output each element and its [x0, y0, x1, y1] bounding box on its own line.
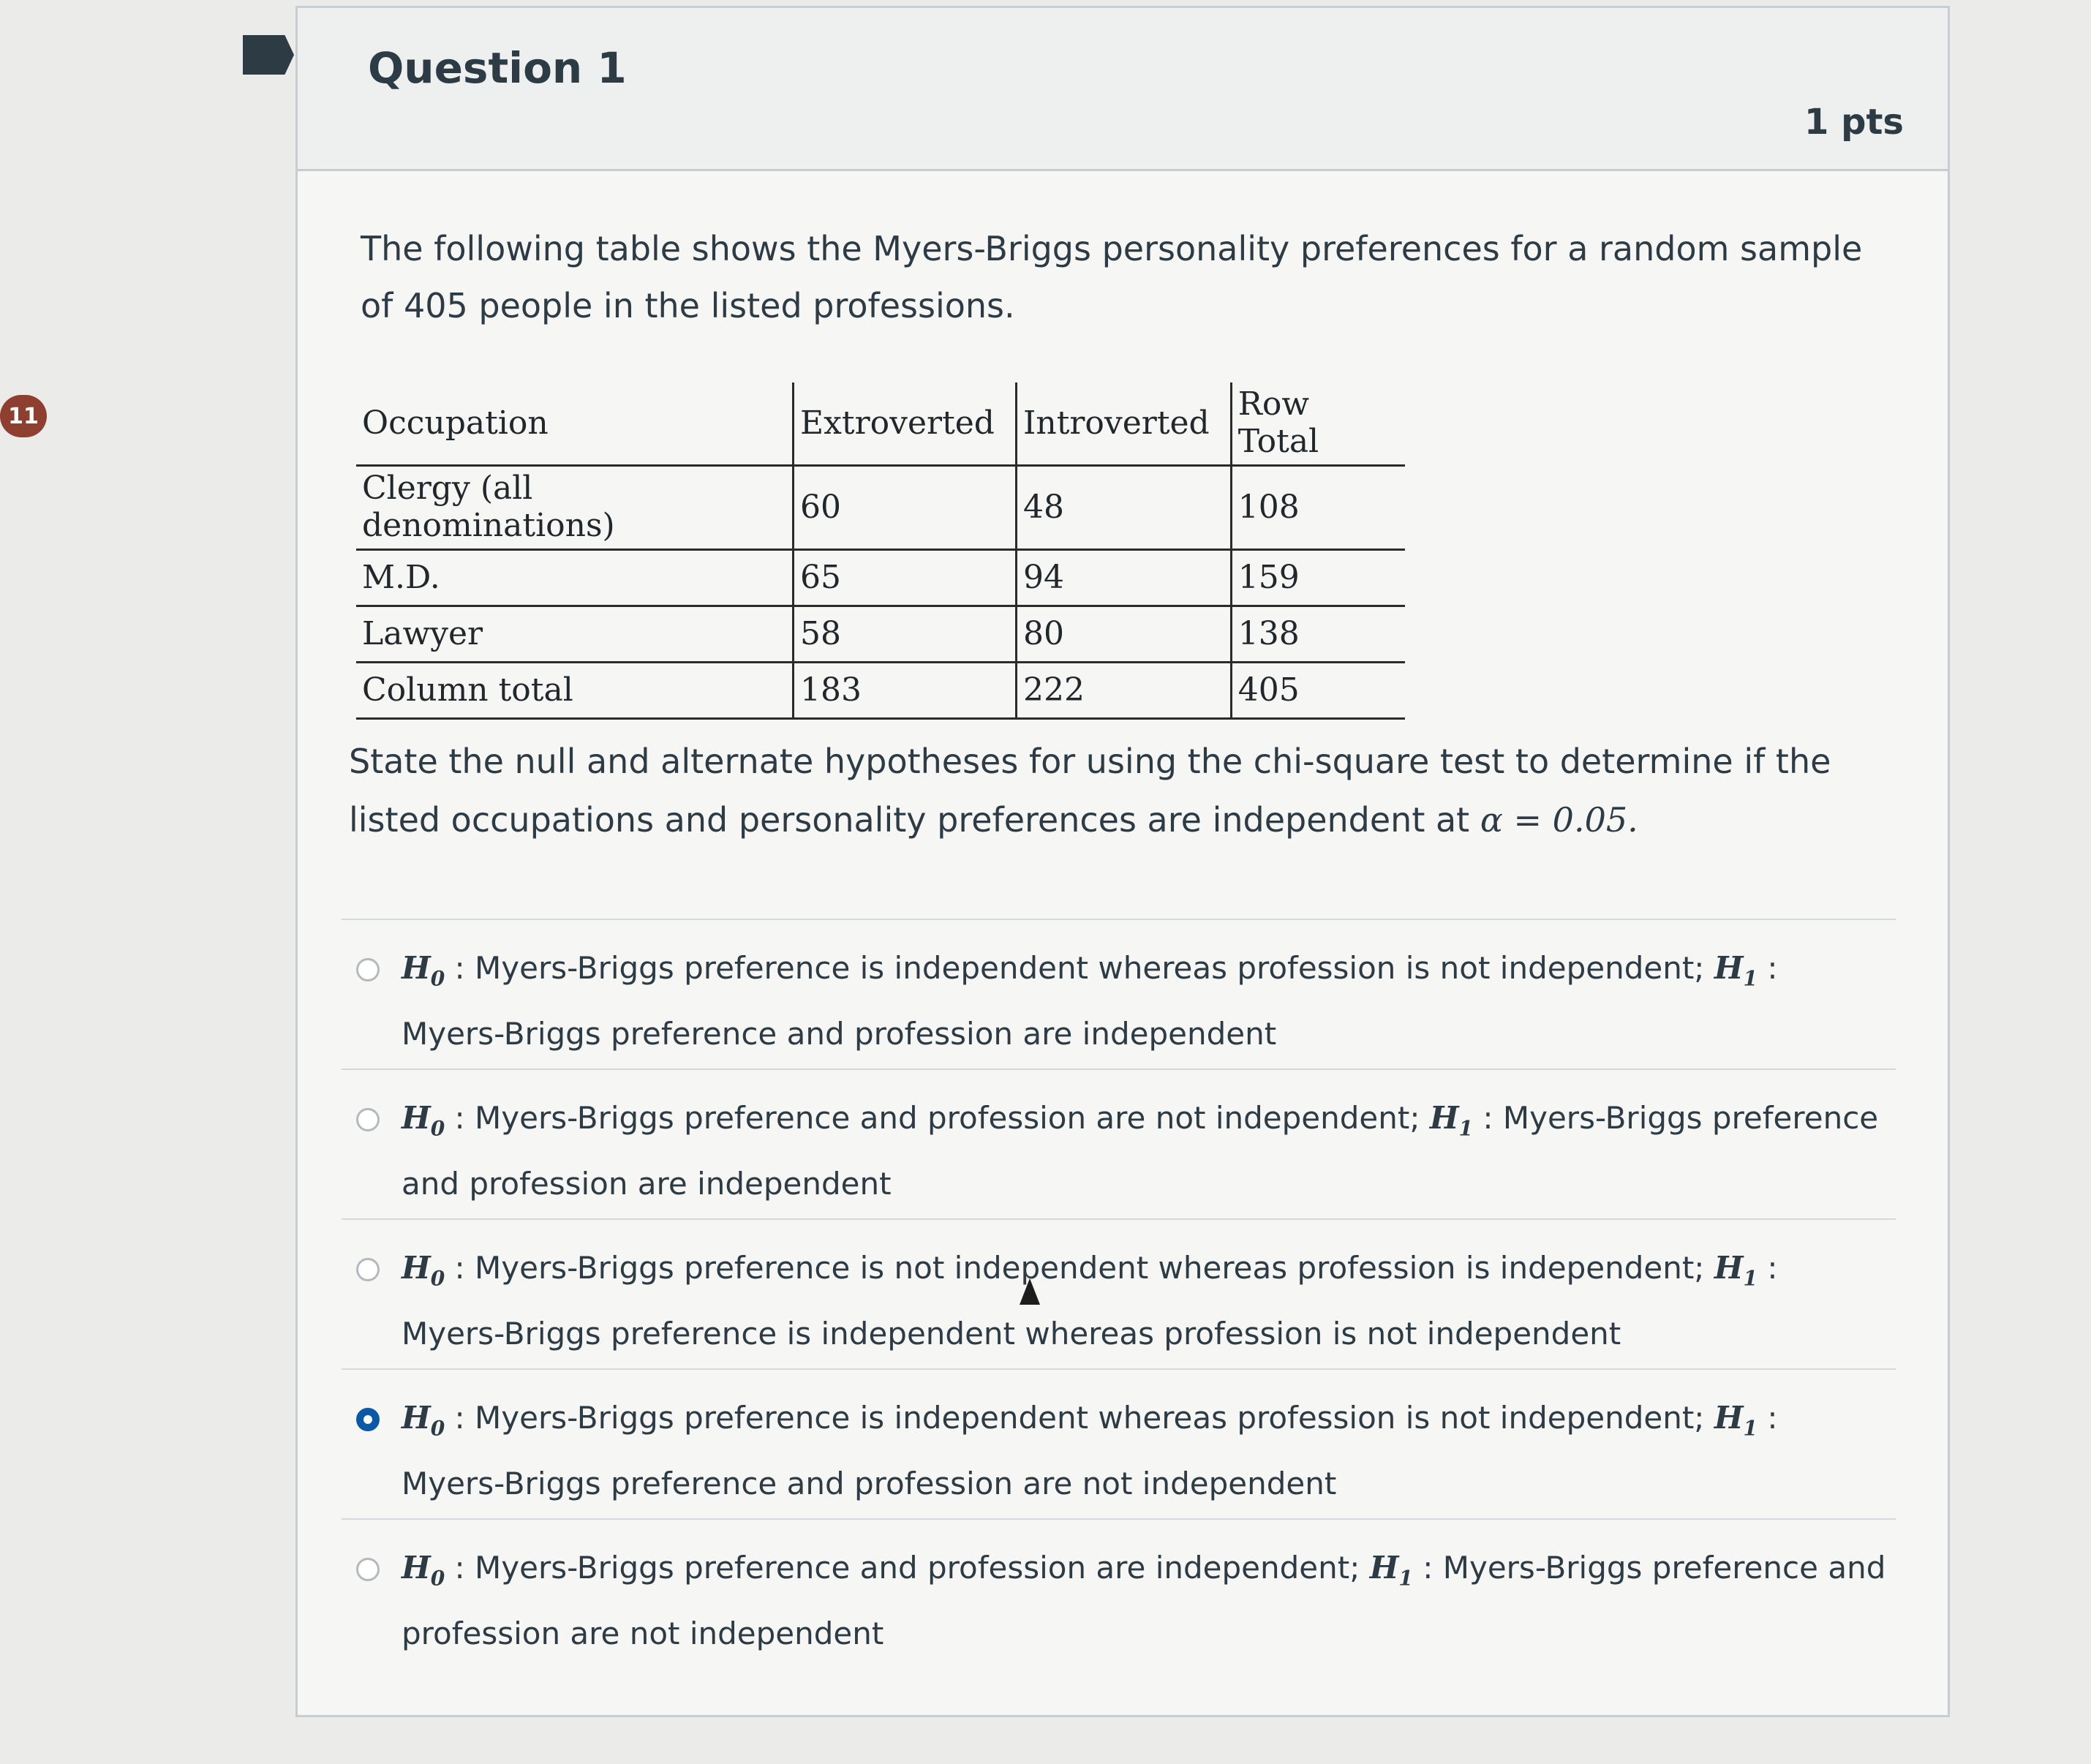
h0-statement: : Myers-Briggs preference is independent whereas profession is not independent;	[454, 950, 1705, 986]
table-cell: 405	[1231, 663, 1405, 719]
h0-symbol: $H_0$	[402, 1550, 445, 1591]
h0-statement: : Myers-Briggs preference is not independent whereas profession is independent;	[454, 1250, 1705, 1286]
h1-statement: : Myers-Briggs preference and profession are independent	[402, 1100, 1879, 1202]
h1-symbol: $H_1$	[1369, 1550, 1413, 1591]
question-title: Question 1	[368, 43, 627, 93]
table-header-row	[356, 382, 1405, 466]
table-cell: 138	[1231, 606, 1405, 663]
h0-statement: : Myers-Briggs preference is independent whereas profession is not independent;	[454, 1400, 1705, 1436]
table-cell: Lawyer	[356, 606, 794, 663]
answer-text	[402, 1390, 1886, 1512]
table-header-cell: Extroverted	[794, 382, 1017, 466]
prompt-text: State the null and alternate hypotheses for using the chi-square test to determine if the listed occupations and personality preferences are independent at	[349, 742, 1831, 840]
answer-option[interactable]	[342, 1218, 1896, 1368]
table-cell: 159	[1231, 550, 1405, 606]
table-cell: 58	[794, 606, 1017, 663]
answer-option[interactable]	[342, 1518, 1896, 1668]
mouse-cursor-icon	[1020, 1278, 1040, 1305]
table-cell: Clergy (all denominations)	[356, 466, 794, 550]
table-cell: 48	[1016, 466, 1231, 550]
h0-symbol: $H_0$	[402, 1100, 445, 1141]
table-cell: 222	[1016, 663, 1231, 719]
h1-statement: : Myers-Briggs preference and profession are not independent	[402, 1400, 1778, 1502]
table-row	[356, 606, 1405, 663]
table-cell: M.D.	[356, 550, 794, 606]
answer-text	[402, 1540, 1886, 1662]
answer-list	[342, 919, 1896, 1668]
answer-radio[interactable]	[356, 1108, 380, 1131]
table-row	[356, 663, 1405, 719]
answer-text	[402, 1090, 1886, 1212]
h1-statement: : Myers-Briggs preference and profession are independent	[402, 950, 1778, 1052]
table-cell: 80	[1016, 606, 1231, 663]
myers-briggs-table	[356, 382, 1405, 720]
table-row	[356, 550, 1405, 606]
question-points: 1 pts	[1804, 102, 1904, 143]
table-row	[356, 466, 1405, 550]
answer-radio[interactable]	[356, 1258, 380, 1281]
h0-statement: : Myers-Briggs preference and profession are not independent;	[454, 1100, 1420, 1136]
table-cell: 65	[794, 550, 1017, 606]
answer-option-selected[interactable]	[342, 1368, 1896, 1518]
table-header-cell: Occupation	[356, 382, 794, 466]
h1-statement: : Myers-Briggs preference is independent whereas profession is not independent	[402, 1250, 1778, 1352]
table-cell: 183	[794, 663, 1017, 719]
h1-symbol: $H_1$	[1429, 1100, 1474, 1141]
table-header-cell: Row Total	[1231, 382, 1405, 466]
question-prompt	[349, 732, 1907, 849]
h0-symbol: $H_0$	[402, 1250, 445, 1291]
question-intro: The following table shows the Myers-Briggs personality preferences for a random sample of 405 people in the listed professions.	[361, 229, 1863, 325]
answer-radio[interactable]	[356, 1558, 380, 1581]
question-header	[298, 8, 1948, 171]
answer-option[interactable]	[342, 1068, 1896, 1218]
answer-text	[402, 941, 1886, 1062]
h0-symbol: $H_0$	[402, 1400, 445, 1441]
answer-text	[402, 1240, 1886, 1362]
question-flag-icon[interactable]	[243, 35, 294, 75]
h0-symbol: $H_0$	[402, 950, 445, 991]
question-card	[295, 6, 1950, 1717]
h0-statement: : Myers-Briggs preference and profession are independent;	[454, 1550, 1360, 1586]
table-cell: 60	[794, 466, 1017, 550]
answer-radio-selected[interactable]	[356, 1408, 380, 1431]
h1-symbol: $H_1$	[1714, 1250, 1757, 1291]
h1-symbol: $H_1$	[1714, 950, 1757, 991]
h1-statement: : Myers-Briggs preference and profession are not independent	[402, 1550, 1886, 1652]
table-header-cell: Introverted	[1016, 382, 1231, 466]
table-cell: 108	[1231, 466, 1405, 550]
h1-symbol: $H_1$	[1714, 1400, 1757, 1441]
table-cell: 94	[1016, 550, 1231, 606]
alpha-value: α = 0.05.	[1480, 800, 1638, 840]
page-number-badge: 11	[0, 395, 47, 437]
table-cell: Column total	[356, 663, 794, 719]
answer-option[interactable]	[342, 919, 1896, 1068]
answer-radio[interactable]	[356, 958, 380, 981]
